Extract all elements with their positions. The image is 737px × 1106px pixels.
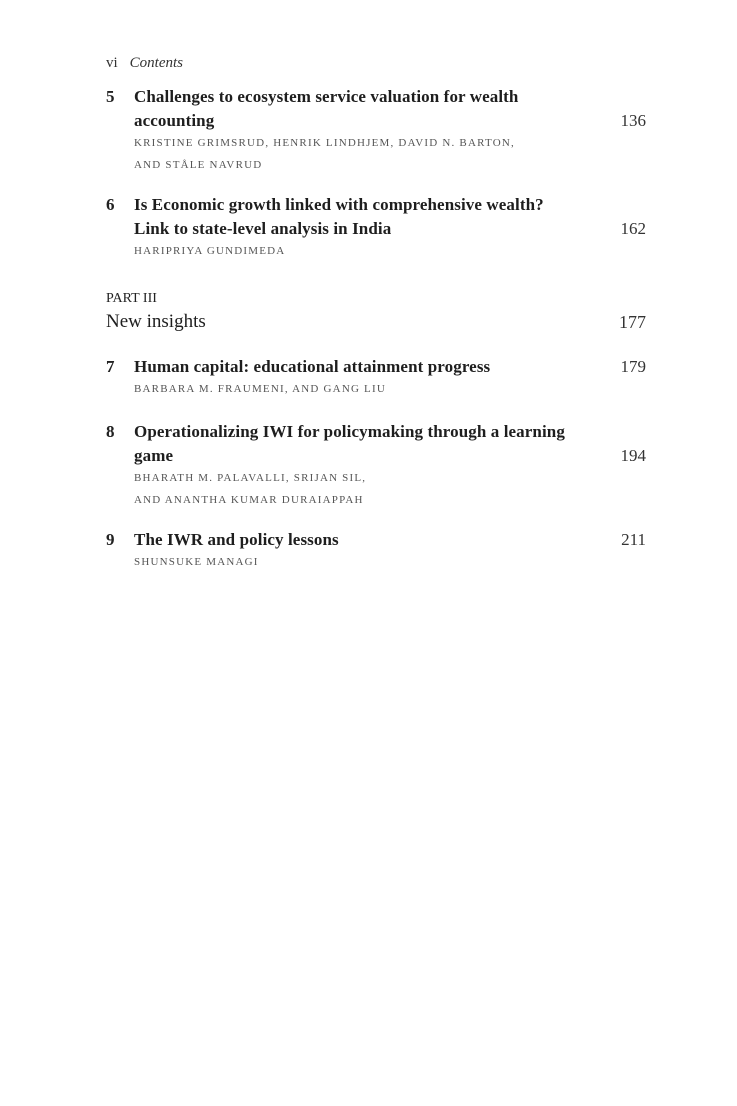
part-page: 177 — [619, 312, 646, 332]
running-title: Contents — [129, 55, 184, 71]
chapter-number: 9 — [106, 530, 115, 549]
author-line: BHARATH M. PALAVALLI, SRIJAN SIL, — [134, 472, 367, 484]
chapter-number: 5 — [106, 87, 115, 106]
chapter-title: Is Economic growth linked with comprehensive wealth? Link to state-level analysis in India — [134, 195, 544, 238]
running-header — [106, 55, 183, 72]
toc-entry-6[interactable] — [106, 193, 646, 262]
page-number: vi — [106, 55, 118, 71]
chapter-number: 6 — [106, 195, 115, 214]
chapter-title: Challenges to ecosystem service valuation for wealth accounting — [134, 87, 519, 130]
chapter-authors — [134, 132, 646, 176]
chapter-authors — [134, 378, 646, 400]
author-line: HARIPRIYA GUNDIMEDA — [134, 245, 286, 257]
chapter-page: 162 — [620, 219, 646, 238]
chapter-page: 179 — [620, 357, 646, 376]
author-line: BARBARA M. FRAUMENI, AND GANG LIU — [134, 383, 386, 395]
toc-entry-5[interactable] — [106, 85, 646, 176]
author-line: AND STÅLE NAVRUD — [134, 159, 263, 171]
part-title: New insights — [106, 311, 206, 332]
chapter-title: Operationalizing IWI for policymaking through a learning game — [134, 422, 565, 465]
chapter-number: 7 — [106, 357, 115, 376]
chapter-number: 8 — [106, 422, 115, 441]
toc-entry-9[interactable] — [106, 528, 646, 573]
part-label: PART III — [106, 291, 157, 306]
toc-entry-8[interactable] — [106, 420, 646, 511]
chapter-title: The IWR and policy lessons — [134, 530, 339, 549]
chapter-page: 194 — [620, 446, 646, 465]
chapter-authors — [134, 467, 646, 511]
author-line: SHUNSUKE MANAGI — [134, 556, 259, 568]
chapter-title: Human capital: educational attainment progress — [134, 357, 491, 376]
author-line: AND ANANTHA KUMAR DURAIAPPAH — [134, 494, 364, 506]
toc-entry-7[interactable] — [106, 355, 646, 400]
chapter-authors — [134, 551, 646, 573]
author-line: KRISTINE GRIMSRUD, HENRIK LINDHJEM, DAVID N. BARTON, — [134, 137, 515, 149]
chapter-page: 136 — [620, 111, 646, 130]
chapter-page: 211 — [621, 530, 646, 549]
chapter-authors — [134, 240, 646, 262]
part-heading[interactable] — [106, 289, 646, 335]
